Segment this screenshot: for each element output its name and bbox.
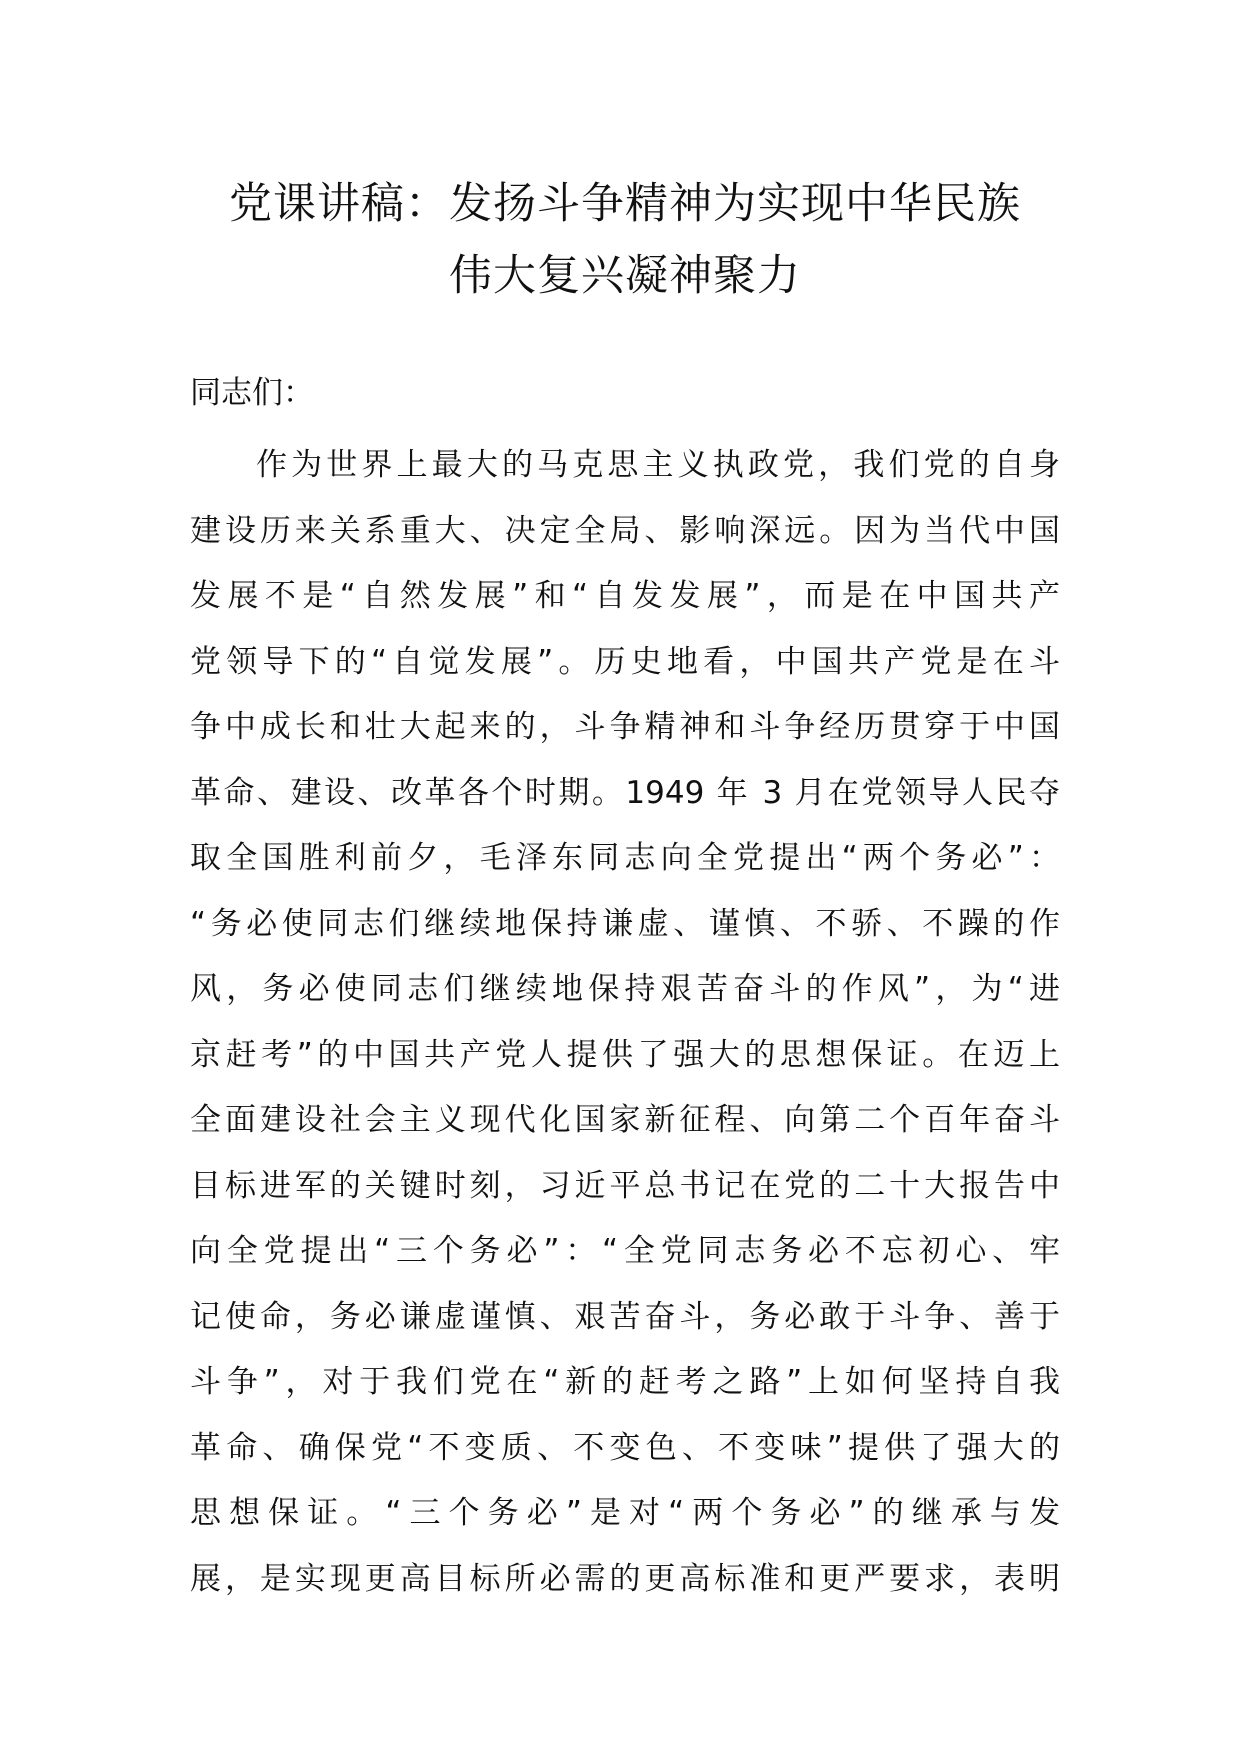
paragraph-line: 思想保证。“三个务必”是对“两个务必”的继承与发 xyxy=(190,1495,1060,1531)
paragraph-line: 记使命，务必谦虚谨慎、艰苦奋斗，务必敢于斗争、善于 xyxy=(190,1298,1060,1335)
paragraph-line: 展，是实现更高目标所必需的更高标准和更严要求，表明 xyxy=(190,1560,1060,1597)
paragraph-line: 风，务必使同志们继续地保持艰苦奋斗的作风”，为“进 xyxy=(190,971,1060,1007)
paragraph-line: 向全党提出“三个务必”：“全党同志务必不忘初心、牢 xyxy=(190,1233,1060,1269)
paragraph-line: 全面建设社会主义现代化国家新征程、向第二个百年奋斗 xyxy=(190,1102,1060,1138)
paragraph-line: 取全国胜利前夕，毛泽东同志向全党提出“两个务必”： xyxy=(190,840,1060,876)
body-paragraph xyxy=(190,433,1060,1612)
paragraph-line: 革命、建设、改革各个时期。1949 年 3 月在党领导人民夺 xyxy=(190,774,1060,811)
paragraph-line: 作为世界上最大的马克思主义执政党，我们党的自身 xyxy=(256,447,1060,483)
title-line: 党课讲稿：发扬斗争精神为实现中华民族 xyxy=(229,179,1021,229)
paragraph-line: 党领导下的“自觉发展”。历史地看，中国共产党是在斗 xyxy=(190,643,1060,680)
paragraph-line: 京赶考”的中国共产党人提供了强大的思想保证。在迈上 xyxy=(190,1036,1060,1073)
paragraph-line: 发展不是“自然发展”和“自发发展”，而是在中国共产 xyxy=(190,578,1060,614)
title-line: 伟大复兴凝神聚力 xyxy=(449,251,801,301)
paragraph-line: 争中成长和壮大起来的，斗争精神和斗争经历贯穿于中国 xyxy=(190,709,1060,745)
paragraph-line: 目标进军的关键时刻，习近平总书记在党的二十大报告中 xyxy=(190,1167,1060,1204)
paragraph-line: 革命、确保党“不变质、不变色、不变味”提供了强大的 xyxy=(190,1429,1060,1466)
paragraph-line: 建设历来关系重大、决定全局、影响深远。因为当代中国 xyxy=(190,512,1060,549)
document-title xyxy=(190,168,1060,312)
salutation: 同志们： xyxy=(190,375,314,411)
paragraph-line: 斗争”，对于我们党在“新的赶考之路”上如何坚持自我 xyxy=(190,1364,1060,1400)
paragraph-line: “务必使同志们继续地保持谦虚、谨慎、不骄、不躁的作 xyxy=(190,905,1060,942)
